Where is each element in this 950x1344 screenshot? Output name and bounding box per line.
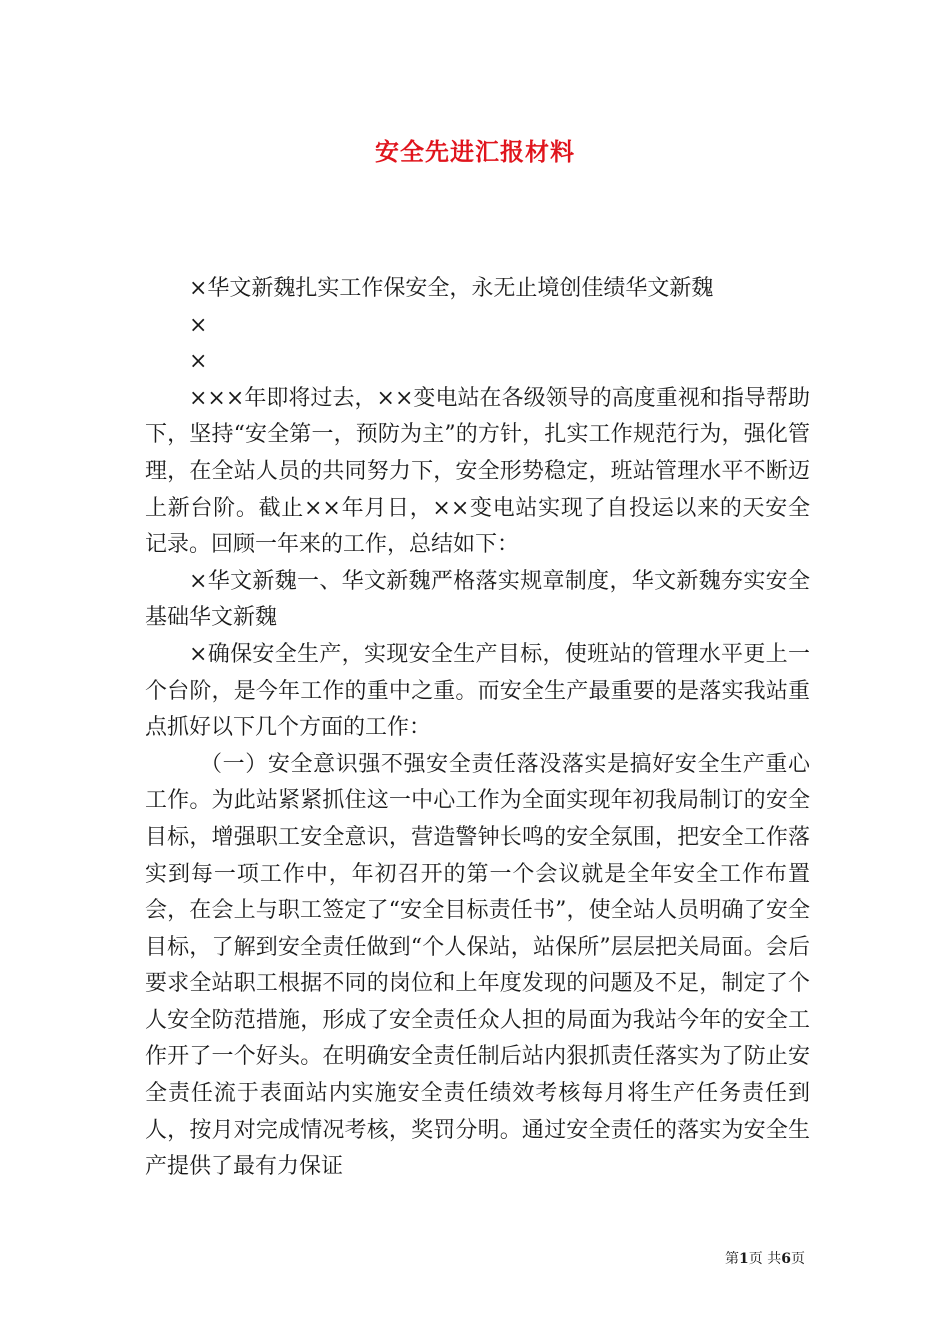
footer-suffix: 页 xyxy=(791,1251,805,1267)
paragraph: ×华文新魏扎实工作保安全，永无止境创佳绩华文新魏 xyxy=(189,276,714,301)
paragraph: ×确保安全生产，实现安全生产目标，使班站的管理水平更上一个台阶，是今年工作的重中之重。而安全生产最重要的是落实我站重点抓好以下几个方面的工作： xyxy=(145,641,810,741)
paragraph: （一）安全意识强不强安全责任落没落实是搞好安全生产重心工作。为此站紧紧抓住这一中心工作为全面实现年初我局制订的安全目标，增强职工安全意识，营造警钟长鸣的安全氛围，把安全工作落实到每一项工作中，年初召开的第一个会议就是全年安全工作布置会，在会上与职工签定了“安全目标责任书”，使全站人员明确了安全目标，了解到安全责任做到“个人保站，站保所”层层把关局面。会后要求全站职工根据不同的岗位和上年度发现的问题及不足，制定了个人安全防范措施，形成了安全责任众人担的局面为我站今年的安全工作开了一个好头。在明确安全责任制后站内狠抓责任落实为了防止安全责任流于表面站内实施安全责任绩效考核每月将生产任务责任到人，按月对完成情况考核，奖罚分明。通过安全责任的落实为安全生产提供了最有力保证 xyxy=(145,751,810,1180)
document-title: 安全先进汇报材料 xyxy=(375,137,575,166)
footer-middle: 页 共 xyxy=(748,1251,782,1267)
page-total: 6 xyxy=(781,1251,791,1267)
footer-prefix: 第 xyxy=(725,1251,740,1267)
paragraph: ×××年即将过去，××变电站在各级领导的高度重视和指导帮助下，坚持“安全第一，预防为主”的方针，扎实工作规范行为，强化管理，在全站人员的共同努力下，安全形势稳定，班站管理水平不断迈上新台阶。截止××年月日，××变电站实现了自投运以来的天安全记录。回顾一年来的工作，总结如下： xyxy=(145,385,810,558)
page-number: 1 xyxy=(739,1251,749,1267)
page-footer xyxy=(725,1248,805,1268)
paragraph: × xyxy=(189,312,208,338)
paragraph: ×华文新魏一、华文新魏严格落实规章制度，华文新魏夯实安全基础华文新魏 xyxy=(145,568,810,631)
document-body xyxy=(145,271,810,1186)
paragraph: × xyxy=(189,349,208,375)
